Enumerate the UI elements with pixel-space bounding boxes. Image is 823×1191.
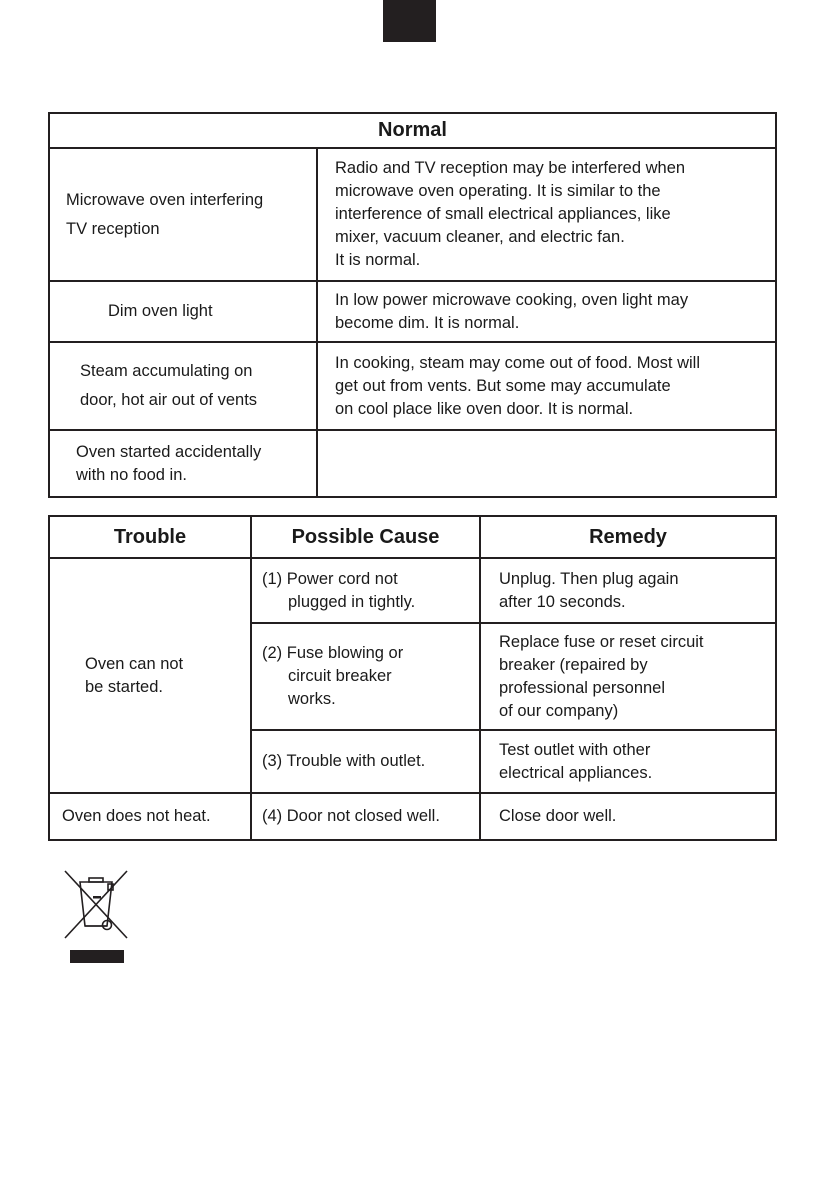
remedy-cell: Unplug. Then plug again after 10 seconds. xyxy=(480,558,776,623)
remedy-cell: Replace fuse or reset circuit breaker (repaired by professional personnel of our company) xyxy=(480,623,776,730)
header-possible-cause: Possible Cause xyxy=(251,516,480,558)
page-tab-marker xyxy=(383,0,436,42)
trouble-cell: Oven does not heat. xyxy=(49,793,251,840)
cause-cell: (1) Power cord not plugged in tightly. xyxy=(251,558,480,623)
trouble-cell: Oven can not be started. xyxy=(49,558,251,793)
explanation-cell: In cooking, steam may come out of food. Most will get out from vents. But some may accumulate on cool place like oven door. It is normal. xyxy=(317,342,776,430)
explanation-cell: In low power microwave cooking, oven light may become dim. It is normal. xyxy=(317,281,776,342)
symptom-cell: Microwave oven interfering TV reception xyxy=(49,148,317,281)
normal-table xyxy=(48,112,777,498)
header-trouble: Trouble xyxy=(49,516,251,558)
symptom-cell: Oven started accidentally with no food in. xyxy=(49,430,317,497)
explanation-cell: Radio and TV reception may be interfered when microwave oven operating. It is similar to the interference of small electrical appliances, like mixer, vacuum cleaner, and electric fan. It is normal. xyxy=(317,148,776,281)
symptom-cell: Steam accumulating on door, hot air out of vents xyxy=(49,342,317,430)
remedy-cell: Close door well. xyxy=(480,793,776,840)
cause-cell: (3) Trouble with outlet. xyxy=(251,730,480,793)
crossed-out-wheelie-bin-icon xyxy=(63,866,129,964)
cause-cell: (2) Fuse blowing or circuit breaker works. xyxy=(251,623,480,730)
explanation-cell xyxy=(317,430,776,497)
troubleshooting-table xyxy=(48,515,777,841)
cause-cell: (4) Door not closed well. xyxy=(251,793,480,840)
symptom-cell: Dim oven light xyxy=(49,281,317,342)
remedy-cell: Test outlet with other electrical appliances. xyxy=(480,730,776,793)
header-remedy: Remedy xyxy=(480,516,776,558)
normal-table-title: Normal xyxy=(49,113,776,148)
